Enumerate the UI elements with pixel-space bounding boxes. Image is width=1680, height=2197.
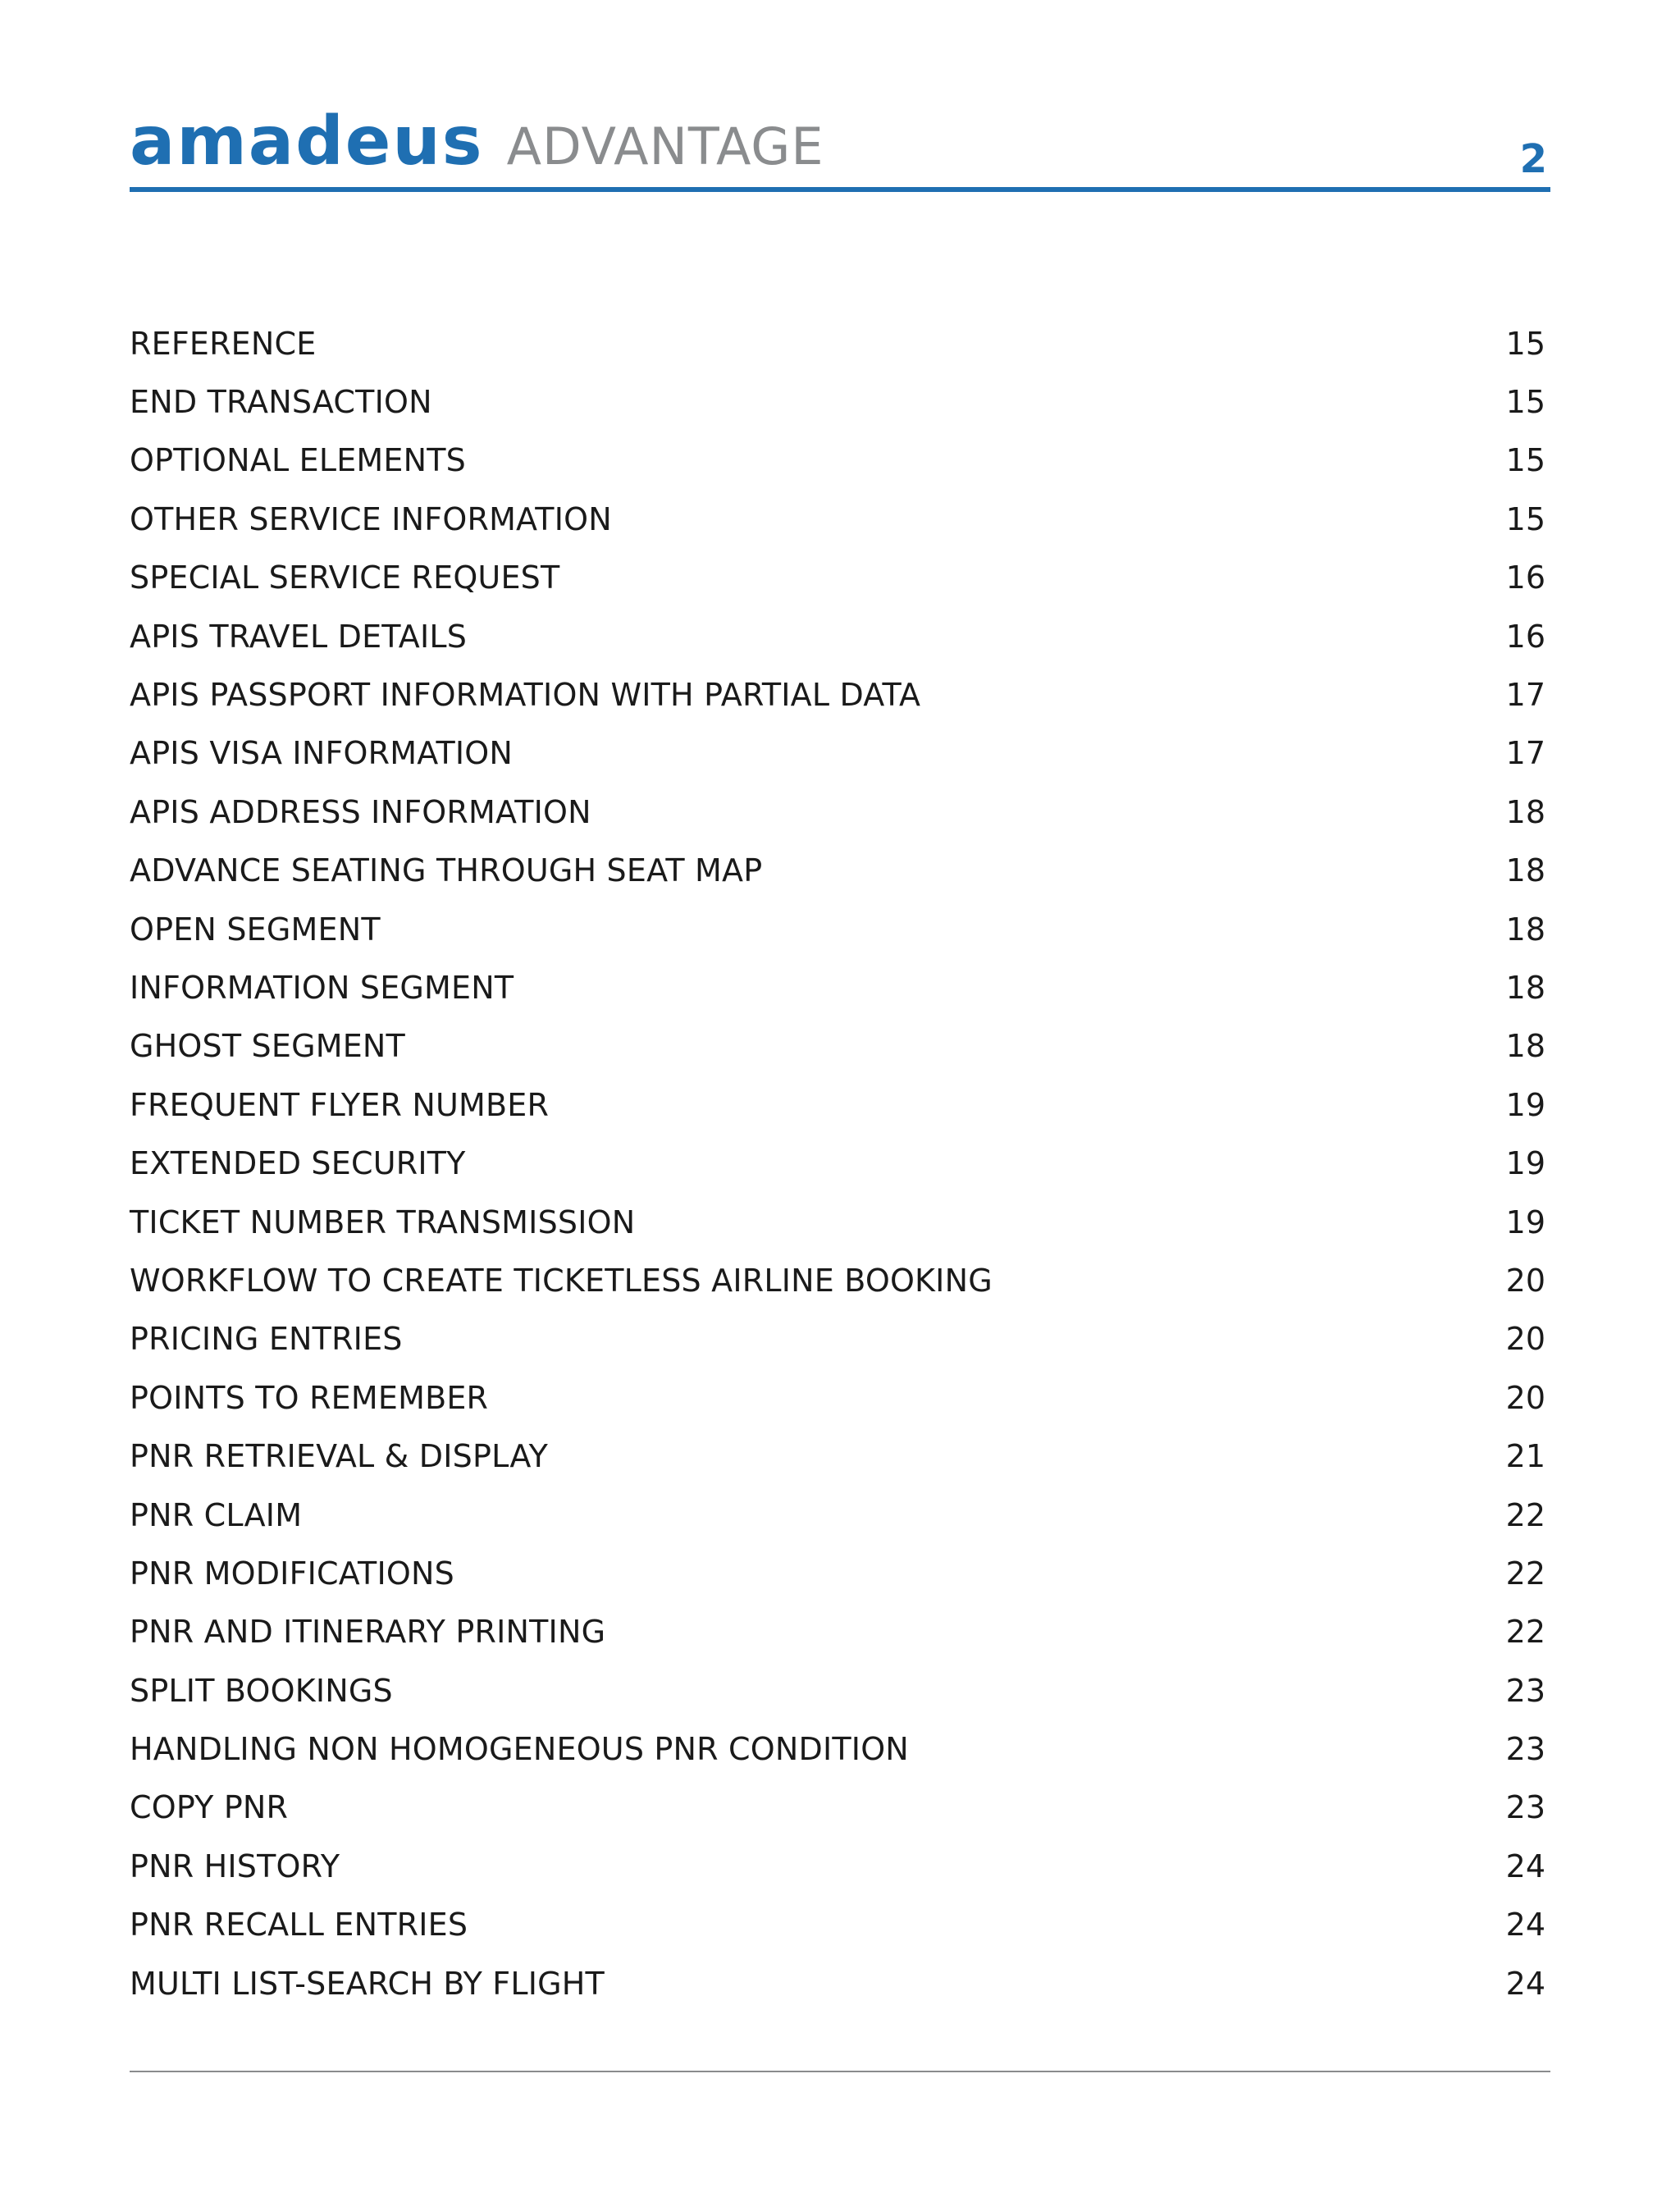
toc-entry[interactable] <box>130 1544 1550 1602</box>
page-header <box>130 103 1550 192</box>
toc-entry-page: 19 <box>1505 1145 1545 1182</box>
toc-entry-page: 17 <box>1505 735 1545 772</box>
toc-entry-page: 24 <box>1505 1848 1545 1884</box>
toc-entry[interactable] <box>130 1251 1550 1309</box>
toc-entry[interactable] <box>130 724 1550 783</box>
toc-entry[interactable] <box>130 958 1550 1016</box>
toc-entry[interactable] <box>130 1310 1550 1368</box>
toc-entry-title: END TRANSACTION <box>130 384 432 421</box>
toc-entry-title: APIS PASSPORT INFORMATION WITH PARTIAL DATA <box>130 677 921 714</box>
toc-entry-title: OTHER SERVICE INFORMATION <box>130 500 612 537</box>
toc-entry-page: 16 <box>1505 618 1545 655</box>
toc-entry-page: 23 <box>1505 1672 1545 1709</box>
toc-entry-title: OPTIONAL ELEMENTS <box>130 442 466 479</box>
toc-entry-title: PNR MODIFICATIONS <box>130 1555 454 1592</box>
toc-entry-title: EXTENDED SECURITY <box>130 1145 466 1182</box>
footer-divider <box>130 2071 1550 2072</box>
toc-entry-title: APIS TRAVEL DETAILS <box>130 618 468 655</box>
toc-entry-title: REFERENCE <box>130 325 317 362</box>
toc-entry-title: COPY PNR <box>130 1789 289 1826</box>
toc-entry-page: 20 <box>1505 1321 1545 1358</box>
toc-entry[interactable] <box>130 1017 1550 1076</box>
toc-entry[interactable] <box>130 1837 1550 1895</box>
toc-entry[interactable] <box>130 549 1550 607</box>
toc-entry[interactable] <box>130 1661 1550 1720</box>
toc-entry[interactable] <box>130 842 1550 900</box>
toc-entry[interactable] <box>130 372 1550 431</box>
toc-entry-page: 20 <box>1505 1379 1545 1416</box>
toc-entry-title: HANDLING NON HOMOGENEOUS PNR CONDITION <box>130 1731 909 1768</box>
table-of-contents <box>130 314 1550 2012</box>
toc-entry-page: 18 <box>1505 852 1545 889</box>
toc-entry-title: WORKFLOW TO CREATE TICKETLESS AIRLINE BOOKING <box>130 1262 993 1299</box>
toc-entry-page: 15 <box>1505 442 1545 479</box>
toc-entry-page: 23 <box>1505 1789 1545 1826</box>
toc-entry[interactable] <box>130 1076 1550 1134</box>
toc-entry-page: 16 <box>1505 560 1545 596</box>
toc-entry-title: APIS VISA INFORMATION <box>130 735 514 772</box>
toc-entry-title: MULTI LIST-SEARCH BY FLIGHT <box>130 1965 605 2002</box>
toc-entry-title: PNR RECALL ENTRIES <box>130 1907 468 1944</box>
toc-entry[interactable] <box>130 1134 1550 1192</box>
toc-entry[interactable] <box>130 1427 1550 1485</box>
toc-entry-page: 19 <box>1505 1204 1545 1240</box>
toc-entry[interactable] <box>130 665 1550 724</box>
toc-entry-page: 22 <box>1505 1496 1545 1533</box>
toc-entry-page: 20 <box>1505 1262 1545 1299</box>
toc-entry-page: 24 <box>1505 1965 1545 2002</box>
toc-entry[interactable] <box>130 607 1550 665</box>
toc-entry-title: OPEN SEGMENT <box>130 911 381 948</box>
toc-entry-page: 18 <box>1505 911 1545 948</box>
toc-entry[interactable] <box>130 783 1550 841</box>
toc-entry-title: PNR AND ITINERARY PRINTING <box>130 1614 606 1651</box>
toc-entry-page: 15 <box>1505 500 1545 537</box>
toc-entry[interactable] <box>130 1779 1550 1837</box>
toc-entry-title: PNR HISTORY <box>130 1848 340 1884</box>
toc-entry-page: 18 <box>1505 969 1545 1006</box>
toc-entry-page: 18 <box>1505 1028 1545 1065</box>
toc-entry[interactable] <box>130 1368 1550 1427</box>
page-number: 2 <box>1519 136 1547 182</box>
toc-entry[interactable] <box>130 490 1550 548</box>
toc-entry[interactable] <box>130 1896 1550 1954</box>
toc-entry-title: PRICING ENTRIES <box>130 1321 403 1358</box>
toc-entry-page: 22 <box>1505 1614 1545 1651</box>
toc-entry-title: SPECIAL SERVICE REQUEST <box>130 560 560 596</box>
toc-entry-page: 17 <box>1505 677 1545 714</box>
toc-entry-page: 19 <box>1505 1086 1545 1123</box>
toc-entry-title: PNR CLAIM <box>130 1496 303 1533</box>
toc-entry[interactable] <box>130 1954 1550 2012</box>
brand-logo <box>130 103 824 180</box>
toc-entry-page: 18 <box>1505 793 1545 830</box>
toc-entry-title: FREQUENT FLYER NUMBER <box>130 1086 550 1123</box>
toc-entry-title: SPLIT BOOKINGS <box>130 1672 393 1709</box>
toc-entry-title: PNR RETRIEVAL & DISPLAY <box>130 1438 548 1475</box>
toc-entry-title: INFORMATION SEGMENT <box>130 969 514 1006</box>
brand-name: amadeus <box>130 103 484 180</box>
toc-entry-title: GHOST SEGMENT <box>130 1028 405 1065</box>
toc-entry-page: 23 <box>1505 1731 1545 1768</box>
toc-entry-title: POINTS TO REMEMBER <box>130 1379 489 1416</box>
toc-entry[interactable] <box>130 900 1550 958</box>
toc-entry-title: ADVANCE SEATING THROUGH SEAT MAP <box>130 852 763 889</box>
toc-entry[interactable] <box>130 1486 1550 1544</box>
toc-entry[interactable] <box>130 432 1550 490</box>
toc-entry-title: APIS ADDRESS INFORMATION <box>130 793 591 830</box>
toc-entry[interactable] <box>130 1720 1550 1778</box>
toc-entry-page: 15 <box>1505 384 1545 421</box>
toc-entry[interactable] <box>130 314 1550 372</box>
toc-entry-page: 15 <box>1505 325 1545 362</box>
toc-entry-page: 21 <box>1505 1438 1545 1475</box>
toc-entry[interactable] <box>130 1193 1550 1251</box>
product-name: ADVANTAGE <box>506 116 824 176</box>
toc-entry-page: 22 <box>1505 1555 1545 1592</box>
toc-entry-title: TICKET NUMBER TRANSMISSION <box>130 1204 636 1240</box>
toc-entry[interactable] <box>130 1603 1550 1661</box>
toc-entry-page: 24 <box>1505 1907 1545 1944</box>
